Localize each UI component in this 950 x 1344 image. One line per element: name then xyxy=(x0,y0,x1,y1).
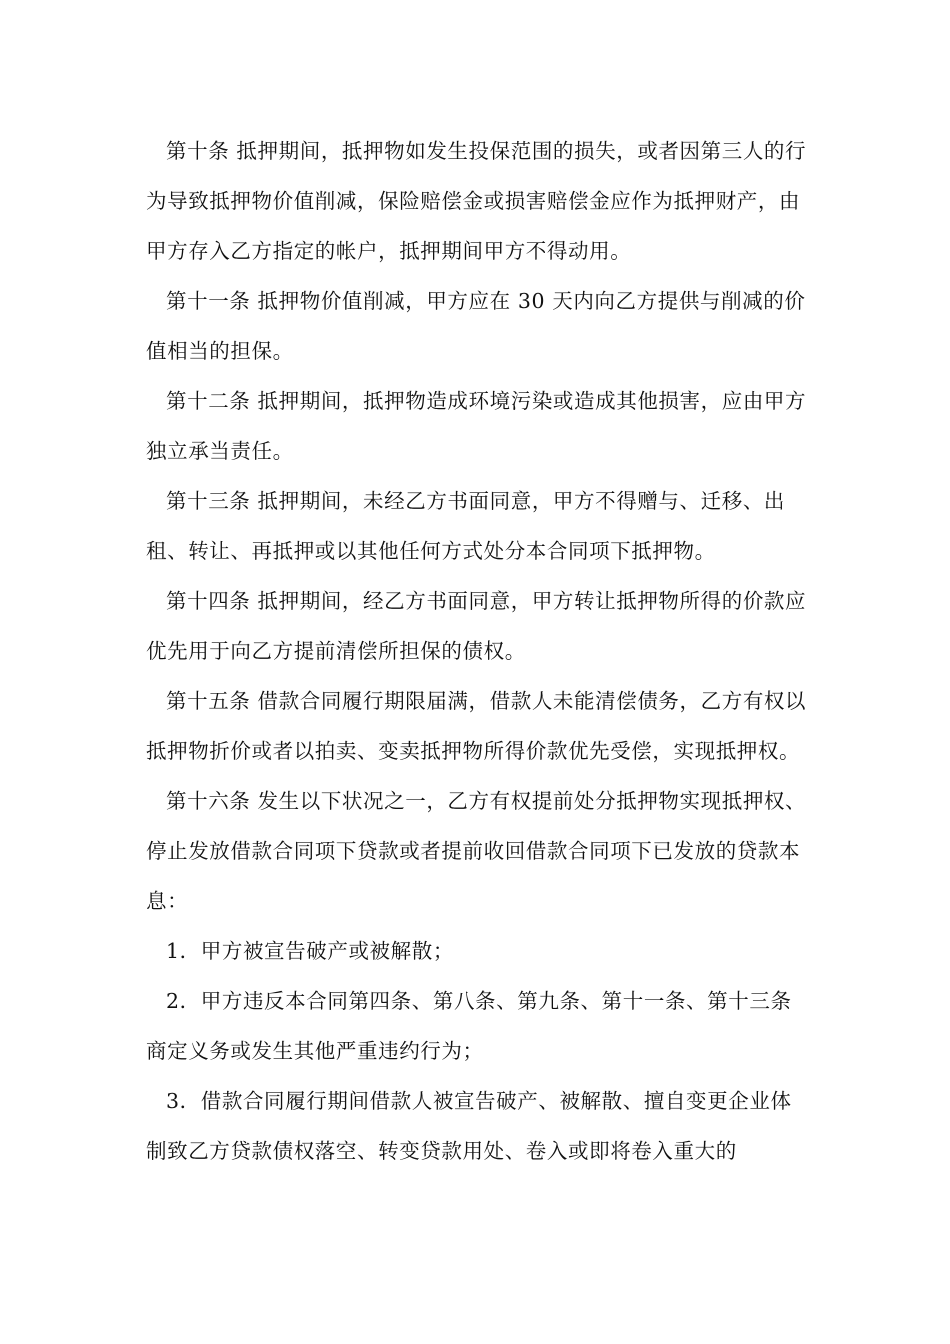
article-15: 第十五条 借款合同履行期限届满，借款人未能清偿债务，乙方有权以抵押物折价或者以拍卖、变卖抵押物所得价款优先受偿，实现抵押权。 xyxy=(146,689,807,763)
document-page xyxy=(146,126,810,1176)
article-14: 第十四条 抵押期间，经乙方书面同意，甲方转让抵押物所得的价款应优先用于向乙方提前清偿所担保的债权。 xyxy=(146,589,807,663)
article-10: 第十条 抵押期间，抵押物如发生投保范围的损失，或者因第三人的行为导致抵押物价值削减，保险赔偿金或损害赔偿金应作为抵押财产，由甲方存入乙方指定的帐户，抵押期间甲方不得动用。 xyxy=(146,139,807,263)
article-13: 第十三条 抵押期间，未经乙方书面同意，甲方不得赠与、迁移、出租、转让、再抵押或以其他任何方式处分本合同项下抵押物。 xyxy=(146,489,786,563)
article-11: 第十一条 抵押物价值削减，甲方应在 30 天内向乙方提供与削减的价值相当的担保。 xyxy=(146,289,806,363)
article-16-item-1: 1．甲方被宣告破产或被解散； xyxy=(166,939,454,963)
article-16-item-2: 2．甲方违反本合同第四条、第八条、第九条、第十一条、第十三条商定义务或发生其他严重违约行为； xyxy=(146,989,792,1063)
article-16-item-3: 3．借款合同履行期间借款人被宣告破产、被解散、擅自变更企业体制致乙方贷款债权落空、转变贷款用处、卷入或即将卷入重大的 xyxy=(146,1089,792,1163)
article-12: 第十二条 抵押期间，抵押物造成环境污染或造成其他损害，应由甲方独立承当责任。 xyxy=(146,389,807,463)
article-16: 第十六条 发生以下状况之一，乙方有权提前处分抵押物实现抵押权、停止发放借款合同项下贷款或者提前收回借款合同项下已发放的贷款本息： xyxy=(146,789,807,913)
